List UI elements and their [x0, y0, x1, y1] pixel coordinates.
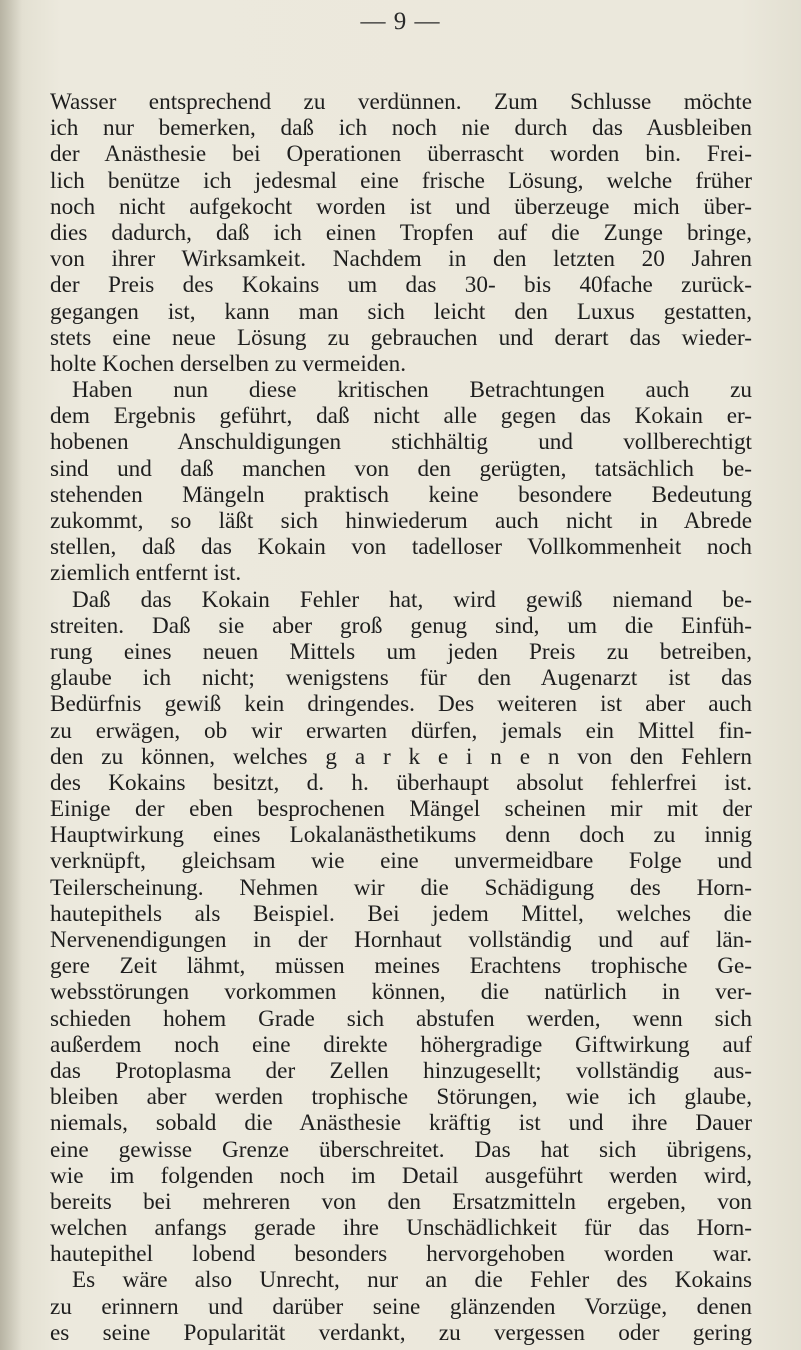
text-line: der Anästhesie bei Operationen überrascht worden bin. Frei- — [50, 141, 752, 168]
text-line: stets eine neue Lösung zu gebrauchen und derart das wieder- — [50, 324, 752, 351]
text-line: Es wäre also Unrecht, nur an die Fehler des Kokains — [72, 1267, 752, 1294]
text-line: glaube ich nicht; wenigstens für den Augenarzt ist das — [50, 665, 752, 692]
text-line: niemals, sobald die Anästhesie kräftig ist und ihre Dauer — [50, 1110, 752, 1137]
text-line: websstörungen vorkommen können, die natürlich in ver- — [50, 979, 752, 1006]
text-line: Nervenendigungen in der Hornhaut vollständig und auf län- — [50, 927, 752, 953]
text-line: dem Ergebnis geführt, daß nicht alle gegen das Kokain er- — [50, 403, 752, 430]
text-line: des Kokains besitzt, d. h. überhaupt absolut fehlerfrei ist. — [50, 769, 752, 796]
text-line: eine gewisse Grenze überschreitet. Das hat sich übrigens, — [50, 1136, 752, 1163]
text-line: verknüpft, gleichsam wie eine unvermeidbare Folge und — [50, 848, 752, 875]
text-line: wie im folgenden noch im Detail ausgeführt werden wird, — [50, 1162, 752, 1189]
text-line: ziemlich entfernt ist. — [50, 560, 242, 587]
text-line: das Protoplasma der Zellen hinzugesellt; vollständig aus- — [50, 1057, 752, 1084]
body-text — [50, 89, 752, 1346]
text-line: stehenden Mängeln praktisch keine besondere Bedeutung — [50, 481, 752, 508]
text-line: den zu können, welches g a r k e i n e n von den Fehlern — [50, 743, 752, 770]
text-line: hautepithel lobend besonders hervorgehoben worden war. — [50, 1241, 752, 1268]
text-line: rung eines neuen Mittels um jeden Preis zu betreiben, — [50, 638, 752, 665]
text-line: zu erinnern und darüber seine glänzenden Vorzüge, denen — [50, 1293, 752, 1320]
text-line: dies dadurch, daß ich einen Tropfen auf die Zunge bringe, — [50, 219, 752, 246]
text-line: Teilerscheinung. Nehmen wir die Schädigung des Horn- — [50, 874, 752, 901]
text-line: Einige der eben besprochenen Mängel scheinen mir mit der — [50, 796, 752, 823]
text-line: Bedürfnis gewiß kein dringendes. Des weiteren ist aber auch — [50, 691, 752, 718]
text-line: bereits bei mehreren von den Ersatzmitteln ergeben, von — [50, 1188, 752, 1215]
text-line: der Preis des Kokains um das 30- bis 40fache zurück- — [50, 272, 752, 299]
text-line: Wasser entsprechend zu verdünnen. Zum Schlusse möchte — [50, 89, 752, 115]
text-line: ich nur bemerken, daß ich noch nie durch das Ausbleiben — [50, 115, 752, 142]
page-number: — 9 — — [360, 8, 441, 35]
text-line: gere Zeit lähmt, müssen meines Erachtens trophische Ge- — [50, 953, 752, 980]
text-line: bleiben aber werden trophische Störungen, wie ich glaube, — [50, 1084, 752, 1111]
text-line: welchen anfangs gerade ihre Unschädlichkeit für das Horn- — [50, 1215, 752, 1242]
text-line: holte Kochen derselben zu vermeiden. — [50, 350, 407, 377]
text-line: hautepithels als Beispiel. Bei jedem Mittel, welches die — [50, 900, 752, 927]
page-gutter-shadow — [0, 0, 22, 1350]
text-line: Haben nun diese kritischen Betrachtungen auch zu — [72, 377, 752, 404]
text-line: Daß das Kokain Fehler hat, wird gewiß niemand be- — [72, 586, 752, 613]
text-line: gegangen ist, kann man sich leicht den Luxus gestatten, — [50, 298, 752, 325]
text-line: es seine Popularität verdankt, zu vergessen oder gering — [50, 1319, 752, 1346]
text-line: zukommt, so läßt sich hinwiederum auch nicht in Abrede — [50, 508, 752, 534]
text-line: außerdem noch eine direkte höhergradige Giftwirkung auf — [50, 1031, 752, 1058]
text-line: hobenen Anschuldigungen stichhältig und vollberechtigt — [50, 429, 752, 456]
text-line: streiten. Daß sie aber groß genug sind, um die Einfüh- — [50, 612, 752, 639]
text-line: stellen, daß das Kokain von tadelloser Vollkommenheit noch — [50, 534, 752, 561]
text-line: zu erwägen, ob wir erwarten dürfen, jemals ein Mittel fin- — [50, 717, 752, 744]
text-line: von ihrer Wirksamkeit. Nachdem in den letzten 20 Jahren — [50, 246, 752, 273]
text-line: schieden hohem Grade sich abstufen werden, wenn sich — [50, 1005, 752, 1032]
text-line: lich benütze ich jedesmal eine frische Lösung, welche früher — [50, 167, 752, 194]
text-line: noch nicht aufgekocht worden ist und überzeuge mich über- — [50, 193, 752, 220]
text-line: sind und daß manchen von den gerügten, tatsächlich be- — [50, 455, 752, 482]
text-line: Hauptwirkung eines Lokalanästhetikums denn doch zu innig — [50, 822, 752, 849]
